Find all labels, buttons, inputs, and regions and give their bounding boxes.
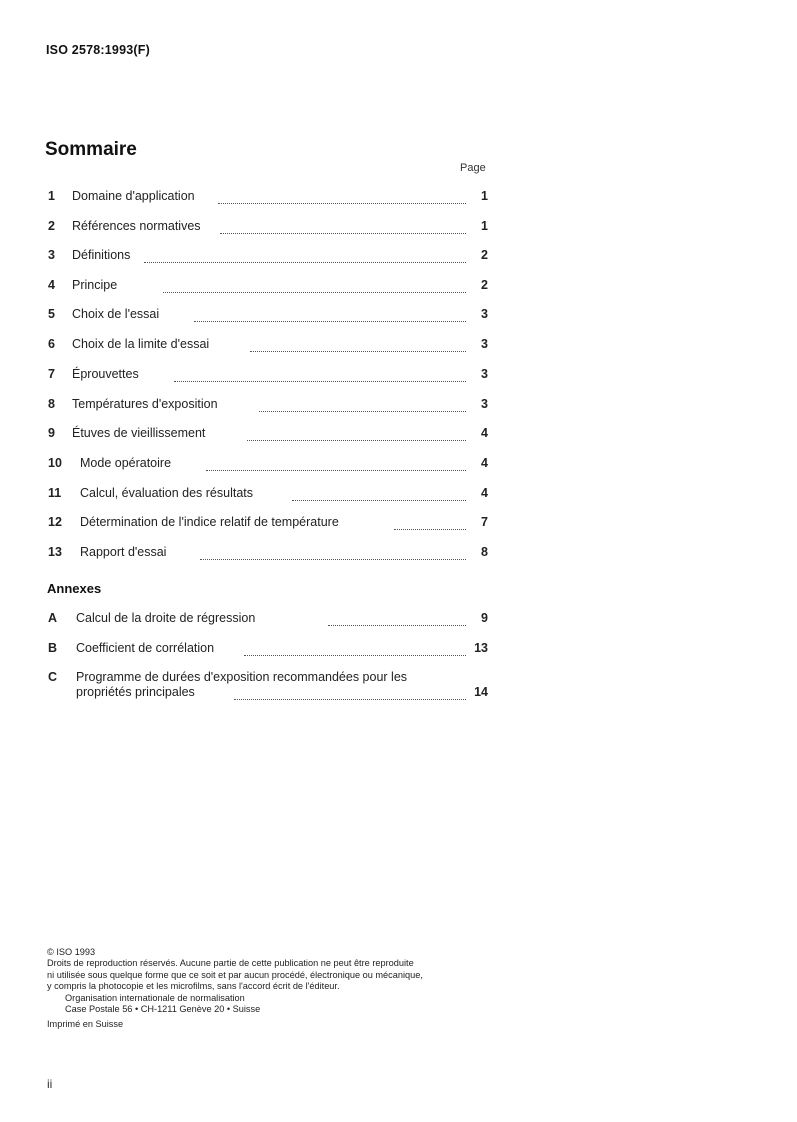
toc-entry-9[interactable]	[48, 426, 488, 444]
toc-leader-dots	[206, 456, 466, 471]
toc-entry-number: 11	[48, 486, 62, 500]
toc-entry-page: 4	[481, 486, 488, 500]
toc-entry-10[interactable]	[48, 456, 488, 474]
toc-entry-12[interactable]	[48, 515, 488, 533]
toc-entry-page: 1	[481, 219, 488, 233]
copyright-footer	[47, 947, 492, 1031]
annex-label: Calcul de la droite de régression	[76, 611, 256, 625]
annex-page: 14	[474, 685, 488, 699]
toc-entry-page: 2	[481, 278, 488, 292]
toc-entry-label: Références normatives	[72, 219, 201, 233]
toc-entry-6[interactable]	[48, 337, 488, 355]
toc-entry-number: 13	[48, 545, 62, 559]
toc-entry-label: Principe	[72, 278, 118, 292]
annex-page: 9	[481, 611, 488, 625]
toc-entry-label: Définitions	[72, 248, 131, 262]
toc-leader-dots	[218, 189, 466, 204]
toc-entry-4[interactable]	[48, 278, 488, 296]
annex-entry-a[interactable]	[48, 611, 488, 629]
toc-leader-dots	[250, 337, 466, 352]
toc-leader-dots	[259, 397, 466, 412]
page-column-label: Page	[460, 162, 486, 174]
annex-label: Programme de durées d'exposition recommandées pour les	[76, 670, 408, 684]
toc-leader-dots	[220, 219, 466, 234]
toc-entry-3[interactable]	[48, 248, 488, 266]
annex-leader-dots	[244, 641, 466, 656]
annex-leader-dots	[234, 685, 466, 700]
toc-entry-2[interactable]	[48, 219, 488, 237]
toc-entry-label: Calcul, évaluation des résultats	[80, 486, 254, 500]
toc-entry-number: 5	[48, 307, 55, 321]
toc-leader-dots	[174, 367, 466, 382]
toc-leader-dots	[247, 426, 466, 441]
toc-entry-label: Rapport d'essai	[80, 545, 167, 559]
annex-page: 13	[474, 641, 488, 655]
toc-entry-page: 3	[481, 337, 488, 351]
printed-in: Imprimé en Suisse	[47, 1019, 124, 1030]
toc-entry-5[interactable]	[48, 307, 488, 325]
annex-entry-b[interactable]	[48, 641, 488, 659]
toc-entry-number: 7	[48, 367, 55, 381]
toc-entry-page: 4	[481, 456, 488, 470]
rights-text-line: Droits de reproduction réservés. Aucune partie de cette publication ne peut être reproduite	[47, 958, 414, 969]
toc-entry-number: 3	[48, 248, 55, 262]
toc-entry-11[interactable]	[48, 486, 488, 504]
toc-leader-dots	[292, 486, 466, 501]
toc-leader-dots	[194, 307, 466, 322]
toc-entry-page: 4	[481, 426, 488, 440]
toc-entry-8[interactable]	[48, 397, 488, 415]
organization-name: Organisation internationale de normalisation	[65, 992, 245, 1003]
toc-entry-label: Détermination de l'indice relatif de température	[80, 515, 339, 529]
toc-entry-13[interactable]	[48, 545, 488, 563]
toc-entry-page: 7	[481, 515, 488, 529]
organization-address: Case Postale 56 • CH-1211 Genève 20 • Suisse	[65, 1004, 261, 1015]
annex-letter: A	[48, 611, 58, 625]
toc-title: Sommaire	[45, 139, 137, 160]
toc-entry-number: 4	[48, 278, 55, 292]
toc-entry-label: Mode opératoire	[80, 456, 172, 470]
document-id-header: ISO 2578:1993(F)	[46, 43, 150, 57]
toc-entry-number: 9	[48, 426, 55, 440]
toc-entry-page: 3	[481, 367, 488, 381]
toc-entry-label: Domaine d'application	[72, 189, 195, 203]
annex-label-continued: propriétés principales	[76, 685, 195, 699]
annex-letter: C	[48, 670, 58, 684]
toc-entry-number: 1	[48, 189, 55, 203]
toc-entry-number: 2	[48, 219, 55, 233]
toc-entry-number: 10	[48, 456, 62, 470]
toc-entry-label: Étuves de vieillissement	[72, 426, 206, 440]
toc-entry-number: 8	[48, 397, 55, 411]
toc-entry-label: Choix de la limite d'essai	[72, 337, 210, 351]
annexes-heading: Annexes	[47, 581, 102, 596]
toc-leader-dots	[200, 545, 466, 560]
toc-entry-page: 2	[481, 248, 488, 262]
toc-entry-label: Éprouvettes	[72, 367, 139, 381]
toc-entry-number: 6	[48, 337, 55, 351]
toc-entry-label: Températures d'exposition	[72, 397, 218, 411]
toc-leader-dots	[144, 248, 466, 263]
copyright-notice: © ISO 1993	[47, 947, 96, 957]
toc-entry-page: 8	[481, 545, 488, 559]
toc-leader-dots	[394, 515, 466, 530]
rights-text-line: y compris la photocopie et les microfilms, sans l'accord écrit de l'éditeur.	[47, 981, 340, 992]
annex-label: Coefficient de corrélation	[76, 641, 215, 655]
toc-entry-page: 3	[481, 397, 488, 411]
toc-entry-label: Choix de l'essai	[72, 307, 160, 321]
annex-letter: B	[48, 641, 58, 655]
toc-leader-dots	[163, 278, 466, 293]
rights-text-line: ni utilisée sous quelque forme que ce soit et par aucun procédé, électronique ou mécanique,	[47, 969, 423, 980]
toc-entry-page: 3	[481, 307, 488, 321]
annex-entry-c[interactable]	[48, 670, 488, 704]
toc-entry-7[interactable]	[48, 367, 488, 385]
toc-entry-page: 1	[481, 189, 488, 203]
toc-entry-number: 12	[48, 515, 62, 529]
toc-entry-1[interactable]	[48, 189, 488, 207]
annex-leader-dots	[328, 611, 466, 626]
page-number: ii	[47, 1077, 53, 1091]
